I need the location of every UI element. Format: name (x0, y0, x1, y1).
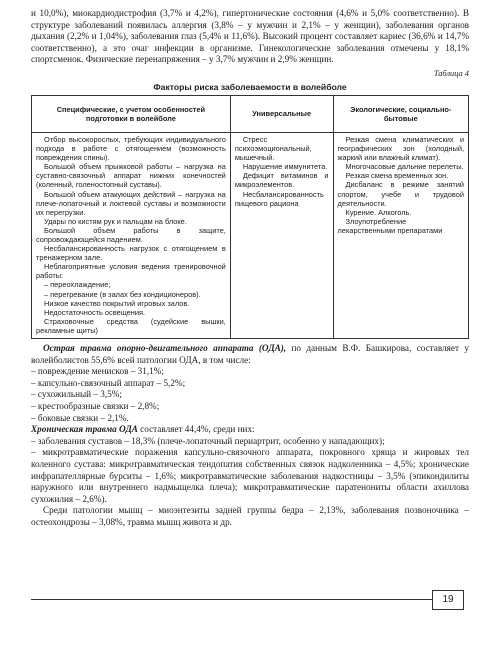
list-item: – крестообразные связки – 2,8%; (31, 401, 160, 411)
chronic-text: составляет 44,4%, среди них: (137, 424, 255, 435)
list-item: – капсульно-связочный аппарат – 5,2%; (31, 377, 186, 388)
table-cell-item: Резкая смена временных зон. (345, 171, 449, 181)
table-header-row (32, 95, 469, 132)
table-label: Таблица 4 (433, 68, 469, 78)
table-cell-item: Дефицит витаминов и микроэлементов. (234, 171, 329, 190)
oda-text: по данным В.Ф. Башкирова, составляет у волейболистов 55,6% всей патологии ОДА, в том числе: (31, 343, 469, 365)
table-cell-item: – переохлаждение; (44, 280, 111, 290)
table-cell-item: – перегревание (в залах без кондиционеров). (44, 289, 201, 299)
chronic-paragraph (31, 424, 469, 436)
closing-paragraph: Среди патологии мышц – миоэнтезиты задней группы бедра – 2,13%, заболевания позвоночника – остеохондрозы – 3,08%, травма мышц живота и др. (31, 505, 469, 527)
table-cell-item: Большой объем атакующих действий – нагрузка на плече-лопаточный и локтевой суставы и возможности их перегрузки. (36, 189, 226, 217)
header-ecological: Экологические, социально-бытовые (333, 95, 468, 132)
table-cell-item: Злоупотребление лекарственными препаратами (337, 216, 443, 235)
oda-heading: Острая травма опорно-двигательного аппарата (ОДА), (43, 343, 287, 354)
list-item: – микротравматические поражения капсульно-связочного аппарата, покровного хряща и жировых тел коленного сустава: микротравматическая тендопатия собственных связок надколенника – 4,5%; хронические инфрапателлярные бурситы – 1,6%; микротравматические заболевания надкостницы – 3,5% (эпикондилиты наружного или внутреннего надмыщелка плеча); микротравматические паратенониты области ахиллова сухожилия – 2,6%). (31, 447, 469, 504)
table-cell-item: Несбалансированность нагрузок с отягощением в тренажерном зале. (36, 244, 226, 263)
footer-rule (31, 599, 432, 600)
table-cell-item: Страховочные средства (судейские вышки, рекламные щиты) (36, 316, 226, 335)
table-cell-item: Низкое качество покрытий игровых залов. (44, 298, 190, 308)
table-body-row (32, 132, 469, 338)
page-number: 19 (432, 590, 464, 610)
oda-paragraph (31, 343, 469, 366)
page-content (31, 8, 469, 529)
header-specific: Специфические, с учетом особенностей подготовки в волейболе (32, 95, 231, 132)
header-universal: Универсальные (230, 95, 333, 132)
table-cell-item: Отбор высокорослых, требующих индивидуального подхода в работе с отягощением (возможность повреждения спины). (36, 134, 226, 163)
table-cell-item: Недостаточность освещения. (44, 307, 146, 317)
risk-factors-table (31, 95, 469, 339)
universal-factors-cell (230, 132, 333, 338)
table-cell-item: Резкая смена климатических и географических зон (холодный, жаркий или влажный климат). (337, 134, 464, 163)
list-item: – заболевания суставов – 18,3% (плече-лопаточный периартрит, особенно у нападающих); (31, 435, 385, 446)
table-cell-item: Нарушение иммунитета. (242, 162, 328, 172)
table-title: Факторы риска заболеваемости в волейболе (153, 81, 347, 92)
list-item: – сухожильный – 3,5%; (31, 389, 122, 400)
table-cell-item: Дисбаланс в режиме занятий спортом, учебе и трудовой деятельности. (337, 180, 464, 208)
table-cell-item: Многочасовые дальние перелеты. (345, 162, 464, 172)
table-cell-item: Большой объем работы в защите, сопровождающейся падением. (36, 225, 226, 244)
specific-factors-cell (32, 132, 231, 338)
table-cell-item: Неблагоприятные условия ведения тренировочной работы: (36, 262, 226, 281)
list-item: – боковые связки – 2,1%. (31, 412, 129, 423)
table-cell-item: Стресс психоэмоциональный, мышечный. (234, 134, 312, 163)
list-item: – повреждение менисков – 31,1%; (31, 366, 164, 377)
intro-paragraph: и 10,0%), миокардиодистрофия (3,7% и 4,2%), гипертонические состояния (4,6% и 5,0% соответственно). В структуре заболеваний появилась аллергия (3,8% – у мужчин и 2,1% – у женщин), заболевания органов дыхания (2,2% и 1,04%), заболевания глаз (5,4% и 11,6%). Высокий процент составляет кариес (36,6% и 14,7% соответственно), а это очаг инфекции в организме. Гинекологические заболевания отмечены у 18,1% спортсменок. Физические перенапряжения – у 3,7% мужчин и 2,9% женщин. (31, 8, 469, 65)
table-cell-item: Большой объем прыжковой работы – нагрузка на суставно-связочный аппарат нижних конечностей (коленный, голеностопный суставы). (36, 162, 226, 190)
table-cell-item: Несбалансированность пищевого рациона (234, 189, 324, 208)
ecological-factors-cell (333, 132, 468, 338)
chronic-heading: Хроническая травма ОДА (31, 424, 138, 435)
table-cell-item: Курение. Алкоголь. (345, 207, 412, 217)
table-cell-item: Удары по кистям рук и пальцам на блоке. (44, 216, 187, 226)
